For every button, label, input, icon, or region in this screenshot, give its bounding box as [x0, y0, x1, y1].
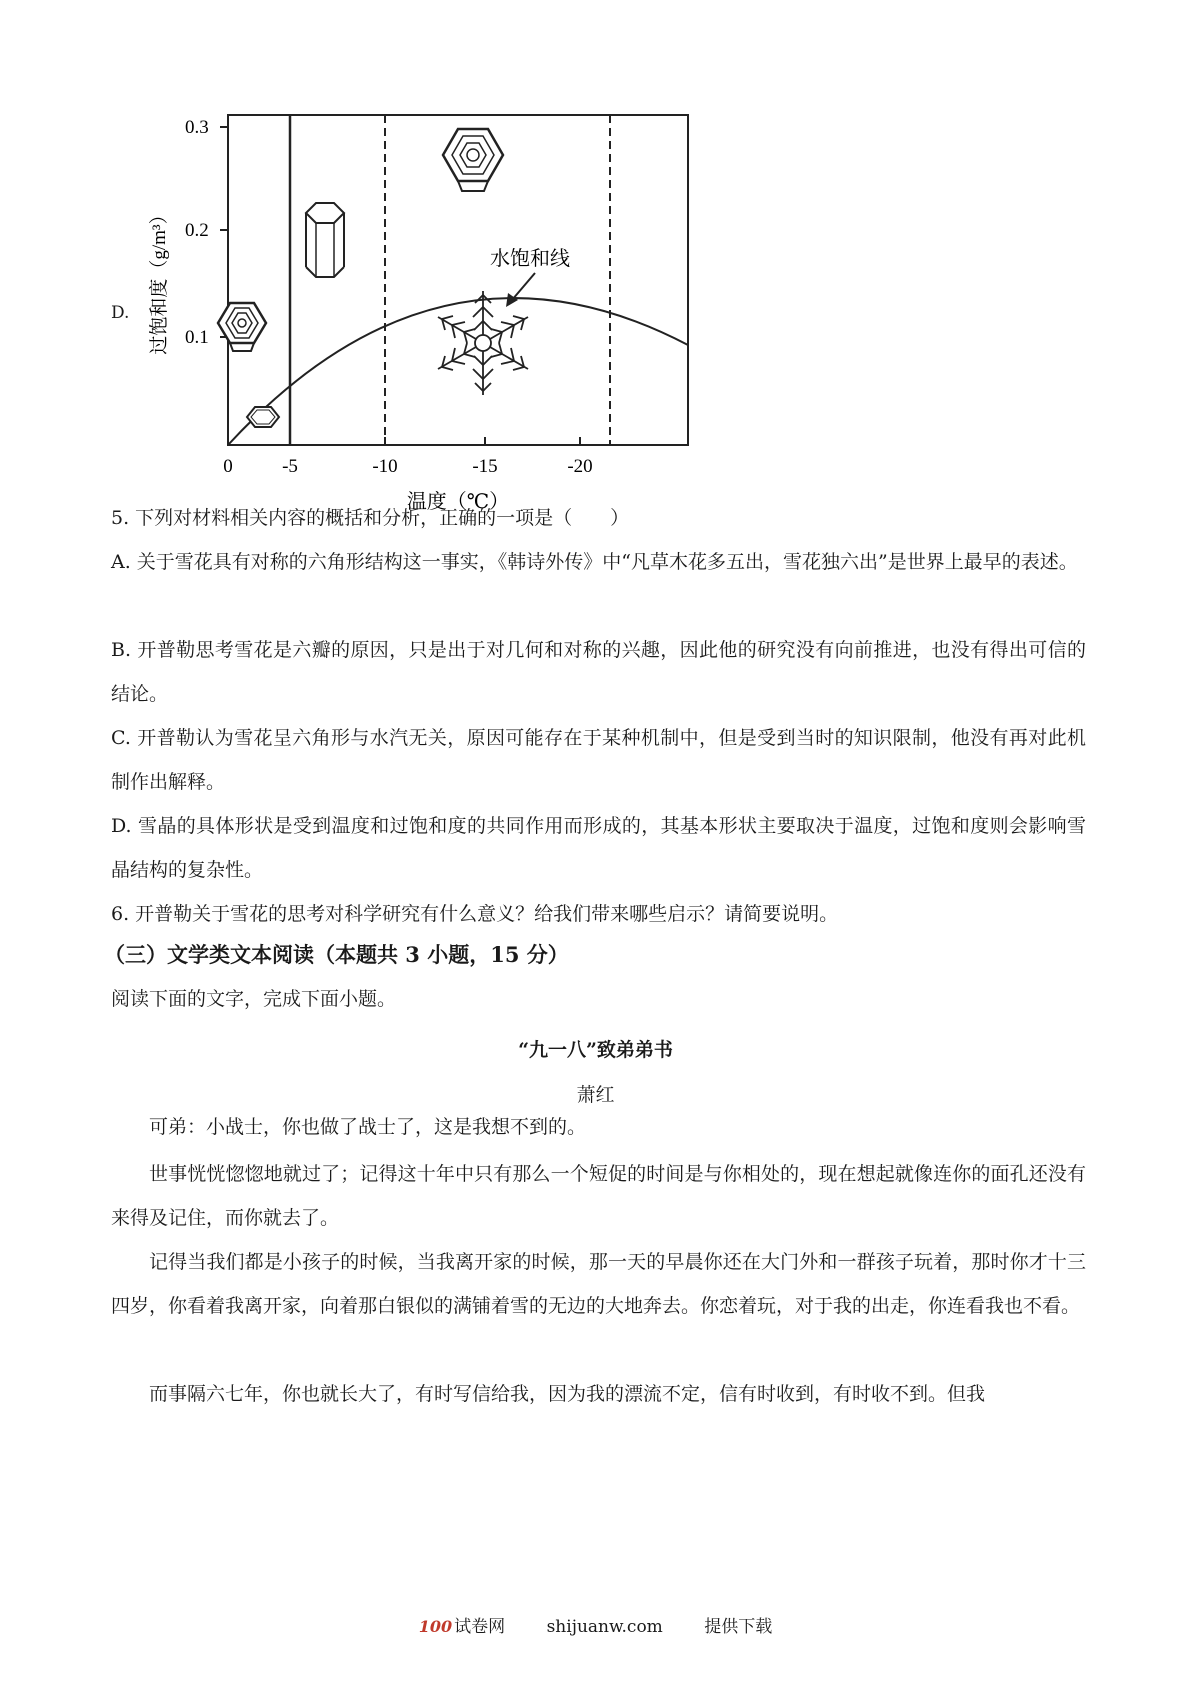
site-logo-icon: 100	[418, 1617, 453, 1636]
small-plate-crystal-icon	[247, 407, 279, 427]
article-paragraph-1: 可弟：小战士，你也做了战士了，这是我想不到的。	[149, 1116, 587, 1138]
x-axis-title: 温度（℃）	[406, 491, 510, 513]
y-tick-label-0.2: 0.2	[185, 220, 209, 241]
x-tick-label--20: -20	[567, 456, 593, 477]
water-saturation-label: 水饱和线	[490, 248, 570, 270]
site-domain[interactable]: shijuanw.com	[546, 1617, 663, 1637]
article-paragraph-4: 而事隔六七年，你也就长大了，有时写信给我，因为我的漂流不定，信有时收到，有时收不到。但我	[149, 1383, 986, 1405]
question-5-option-b: B. 开普勒思考雪花是六瓣的原因，只是出于对几何和对称的兴趣，因此他的研究没有向前推进，也没有得出可信的结论。	[111, 639, 1086, 705]
article-title: “九一八”致弟弟书	[518, 1039, 673, 1061]
annotation-arrow-line	[512, 273, 535, 300]
option-d-label: D.	[111, 303, 130, 323]
footer-note: 提供下载	[704, 1617, 773, 1637]
question-5-option-d: D. 雪晶的具体形状是受到温度和过饱和度的共同作用而形成的，其基本形状主要取决于温度，过饱和度则会影响雪晶结构的复杂性。	[111, 815, 1086, 881]
x-tick-label-0: 0	[223, 456, 233, 477]
page-footer	[0, 1612, 1191, 1637]
y-tick-label-0.1: 0.1	[185, 327, 209, 348]
section-3-heading: （三）文学类文本阅读（本题共 3 小题，15 分）	[104, 942, 569, 967]
article-author: 萧红	[576, 1084, 615, 1106]
question-5-stem: 5. 下列对材料相关内容的概括和分析，正确的一项是（ ）	[111, 507, 630, 529]
dendrite-snowflake-icon	[438, 291, 528, 395]
y-axis-title: 过饱和度（g/m³）	[149, 205, 170, 355]
question-5-option-a: A. 关于雪花具有对称的六角形结构这一事实，《韩诗外传》中“凡草木花多五出，雪花独六出”是世界上最早的表述。	[111, 551, 1078, 573]
x-tick-label--5: -5	[282, 456, 298, 477]
ringed-plate-crystal-left-icon	[218, 303, 266, 351]
x-tick-label--10: -10	[372, 456, 398, 477]
y-tick-label-0.3: 0.3	[185, 117, 209, 138]
section-3-instruction: 阅读下面的文字，完成下面小题。	[111, 988, 397, 1010]
water-saturation-curve	[228, 298, 688, 445]
x-tick-label--15: -15	[472, 456, 498, 477]
snow-crystal-figure	[140, 95, 700, 525]
ringed-plate-crystal-right-icon	[443, 129, 503, 191]
question-6-stem: 6. 开普勒关于雪花的思考对科学研究有什么意义？给我们带来哪些启示？请简要说明。	[111, 903, 839, 925]
column-crystal-icon	[306, 203, 344, 277]
site-name: 试卷网	[454, 1617, 506, 1637]
article-paragraph-3: 记得当我们都是小孩子的时候，当我离开家的时候，那一天的早晨你还在大门外和一群孩子玩着，那时你才十三四岁，你看着我离开家，向着那白银似的满铺着雪的无边的大地奔去。你恋着玩，对于我的出走，你连看我也不看。	[111, 1251, 1086, 1317]
question-5-option-c: C. 开普勒认为雪花呈六角形与水汽无关，原因可能存在于某种机制中，但是受到当时的知识限制，他没有再对此机制作出解释。	[111, 727, 1086, 793]
article-paragraph-2: 世事恍恍惚惚地就过了；记得这十年中只有那么一个短促的时间是与你相处的，现在想起就像连你的面孔还没有来得及记住，而你就去了。	[111, 1163, 1086, 1229]
